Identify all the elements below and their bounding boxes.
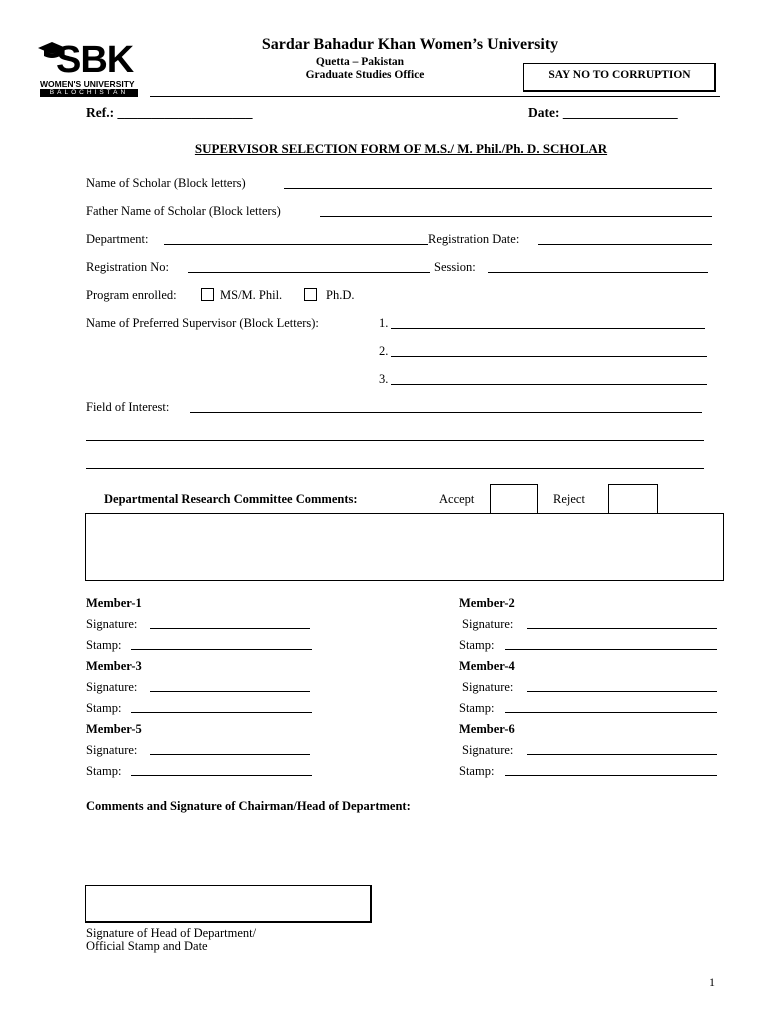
- chairman-comments-label: Comments and Signature of Chairman/Head of Department:: [86, 799, 411, 813]
- logo-line2: BALOCHISTAN: [40, 89, 138, 97]
- member-6-stamp-label: Stamp:: [459, 764, 495, 778]
- scholar-name-field[interactable]: [284, 188, 712, 189]
- member-4-stamp-label: Stamp:: [459, 701, 495, 715]
- head-signature-box[interactable]: [85, 885, 372, 923]
- slogan: SAY NO TO CORRUPTION: [548, 69, 691, 81]
- head-signature-caption-1: Signature of Head of Department/: [86, 926, 257, 940]
- father-name-label: Father Name of Scholar (Block letters): [86, 204, 281, 218]
- member-5-stamp-label: Stamp:: [86, 764, 122, 778]
- member-2-signature-label: Signature:: [462, 617, 514, 631]
- university-logo: [36, 38, 142, 98]
- member-3-signature-field[interactable]: [150, 691, 310, 692]
- member-3-stamp-label: Stamp:: [86, 701, 122, 715]
- committee-label: Departmental Research Committee Comments:: [104, 492, 358, 506]
- field-of-interest-line-3[interactable]: [86, 468, 704, 469]
- supervisor-3-number: 3.: [379, 372, 389, 386]
- page-number: 1: [709, 975, 715, 989]
- header-divider: [150, 96, 720, 97]
- member-1-stamp-label: Stamp:: [86, 638, 122, 652]
- phd-label: Ph.D.: [326, 288, 355, 302]
- member-4-signature-label: Signature:: [462, 680, 514, 694]
- member-3-title: Member-3: [86, 659, 142, 673]
- registration-no-label: Registration No:: [86, 260, 169, 274]
- member-2-stamp-label: Stamp:: [459, 638, 495, 652]
- supervisor-1-number: 1.: [379, 316, 389, 330]
- field-of-interest-label: Field of Interest:: [86, 400, 170, 414]
- member-5-signature-field[interactable]: [150, 754, 310, 755]
- form-title: SUPERVISOR SELECTION FORM OF M.S./ M. Phil./Ph. D. SCHOLAR: [194, 141, 608, 156]
- member-1-stamp-field[interactable]: [131, 649, 312, 650]
- field-of-interest-line-1[interactable]: [190, 412, 702, 413]
- ref-label: Ref.: ____________________: [86, 105, 253, 120]
- date-label: Date: _________________: [528, 105, 678, 120]
- program-label: Program enrolled:: [86, 288, 177, 302]
- member-4-signature-field[interactable]: [527, 691, 717, 692]
- member-4-title: Member-4: [459, 659, 515, 673]
- member-1-signature-field[interactable]: [150, 628, 310, 629]
- department-label: Department:: [86, 232, 149, 246]
- registration-no-field[interactable]: [188, 272, 430, 273]
- father-name-field[interactable]: [320, 216, 712, 217]
- registration-date-label: Registration Date:: [428, 232, 520, 246]
- registration-date-field[interactable]: [538, 244, 712, 245]
- supervisor-2-field[interactable]: [391, 356, 707, 357]
- member-6-signature-field[interactable]: [527, 754, 717, 755]
- preferred-supervisor-label: Name of Preferred Supervisor (Block Letters):: [86, 316, 319, 330]
- member-6-title: Member-6: [459, 722, 515, 736]
- ms-mphil-checkbox[interactable]: [201, 288, 214, 301]
- university-title: Sardar Bahadur Khan Women’s University: [261, 36, 559, 53]
- logo-line1: WOMEN'S UNIVERSITY: [40, 79, 135, 89]
- member-2-title: Member-2: [459, 596, 515, 610]
- accept-label: Accept: [439, 492, 475, 506]
- office-name: Graduate Studies Office: [305, 69, 425, 81]
- head-signature-caption-2: Official Stamp and Date: [86, 939, 208, 953]
- session-label: Session:: [434, 260, 476, 274]
- member-5-title: Member-5: [86, 722, 142, 736]
- location: Quetta – Pakistan: [315, 56, 405, 68]
- reject-label: Reject: [553, 492, 585, 506]
- accept-box[interactable]: [490, 484, 538, 514]
- member-3-stamp-field[interactable]: [131, 712, 312, 713]
- department-field[interactable]: [164, 244, 428, 245]
- member-5-signature-label: Signature:: [86, 743, 138, 757]
- phd-checkbox[interactable]: [304, 288, 317, 301]
- reject-box[interactable]: [608, 484, 658, 514]
- session-field[interactable]: [488, 272, 708, 273]
- member-1-title: Member-1: [86, 596, 142, 610]
- member-1-signature-label: Signature:: [86, 617, 138, 631]
- member-6-stamp-field[interactable]: [505, 775, 717, 776]
- ms-mphil-label: MS/M. Phil.: [220, 288, 283, 302]
- supervisor-3-field[interactable]: [391, 384, 707, 385]
- field-of-interest-line-2[interactable]: [86, 440, 704, 441]
- member-6-signature-label: Signature:: [462, 743, 514, 757]
- scholar-name-label: Name of Scholar (Block letters): [86, 176, 246, 190]
- logo-text: SBK: [56, 39, 134, 81]
- committee-comments-box[interactable]: [85, 513, 724, 581]
- member-5-stamp-field[interactable]: [131, 775, 312, 776]
- member-4-stamp-field[interactable]: [505, 712, 717, 713]
- supervisor-2-number: 2.: [379, 344, 389, 358]
- member-3-signature-label: Signature:: [86, 680, 138, 694]
- member-2-stamp-field[interactable]: [505, 649, 717, 650]
- supervisor-1-field[interactable]: [391, 328, 705, 329]
- member-2-signature-field[interactable]: [527, 628, 717, 629]
